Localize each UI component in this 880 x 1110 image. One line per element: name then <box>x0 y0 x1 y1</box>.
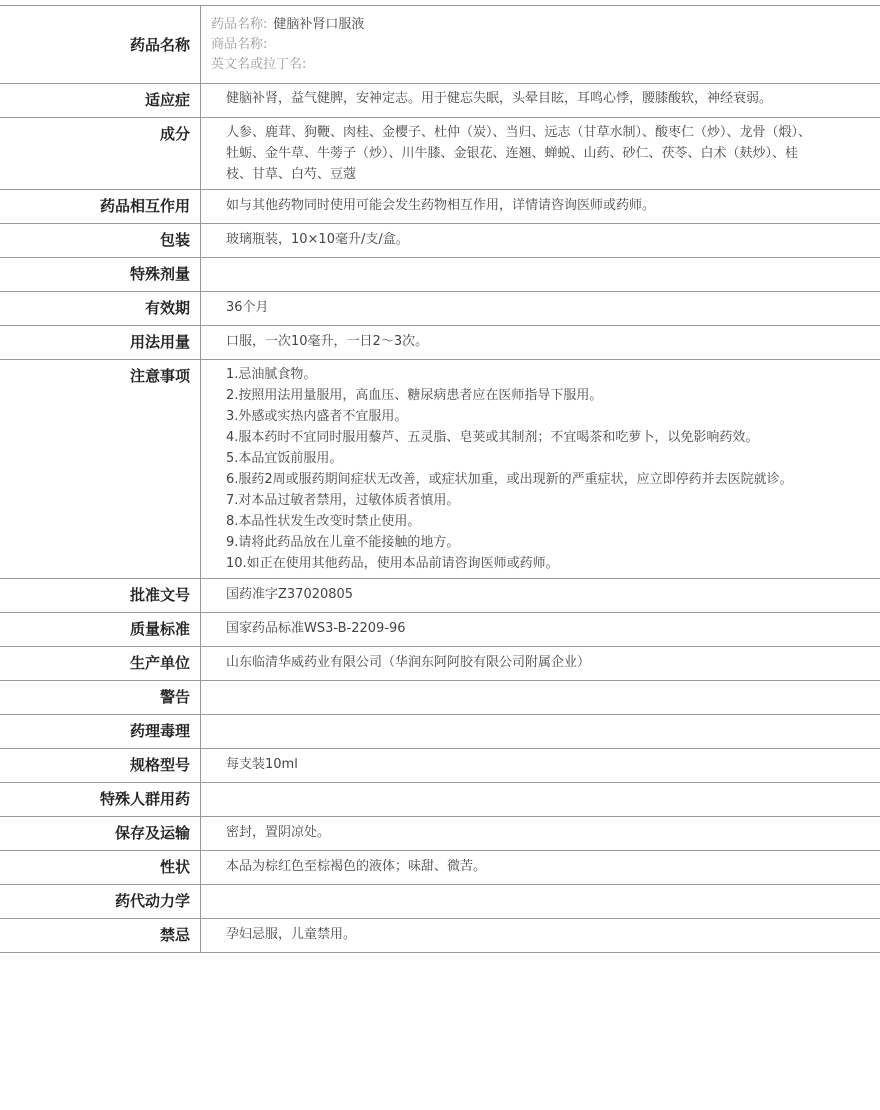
precaution-item: 6.服药2周或服药期间症状无改善，或症状加重，或出现新的严重症状，应立即停药并去医院就诊。 <box>226 472 793 487</box>
row-label: 生产单位 <box>0 647 201 681</box>
row-label: 适应症 <box>0 84 201 118</box>
row-storage <box>0 817 880 851</box>
properties-value: 本品为棕红色至棕褐色的液体；味甜、微苦。 <box>201 851 880 885</box>
row-label: 药代动力学 <box>0 885 201 919</box>
package-value: 玻璃瓶装，10×10毫升/支/盒。 <box>201 224 880 258</box>
precaution-item: 9.请将此药品放在儿童不能接触的地方。 <box>226 535 460 550</box>
row-properties <box>0 851 880 885</box>
row-label: 特殊人群用药 <box>0 783 201 817</box>
row-ingredients <box>0 118 880 190</box>
validity-value: 36个月 <box>201 292 880 326</box>
name-block <box>201 6 880 84</box>
warning-value <box>201 681 880 715</box>
row-warning <box>0 681 880 715</box>
standard-value: 国家药品标准WS3-B-2209-96 <box>201 613 880 647</box>
row-label: 成分 <box>0 118 201 190</box>
row-label: 包装 <box>0 224 201 258</box>
interaction-value: 如与其他药物同时使用可能会发生药物相互作用，详情请咨询医师或药师。 <box>201 190 880 224</box>
row-pharmacokinetics <box>0 885 880 919</box>
row-label: 注意事项 <box>0 360 201 579</box>
row-package <box>0 224 880 258</box>
precaution-item: 10.如正在使用其他药品，使用本品前请咨询医师或药师。 <box>226 556 559 571</box>
row-usage <box>0 326 880 360</box>
approval-value: 国药准字Z37020805 <box>201 579 880 613</box>
row-label: 性状 <box>0 851 201 885</box>
row-label: 警告 <box>0 681 201 715</box>
precaution-item: 5.本品宜饭前服用。 <box>226 451 343 466</box>
row-label: 保存及运输 <box>0 817 201 851</box>
row-special-dose <box>0 258 880 292</box>
generic-name-key: 药品名称: <box>211 17 268 32</box>
row-label: 特殊剂量 <box>0 258 201 292</box>
row-precautions <box>0 360 880 579</box>
special-dose-value <box>201 258 880 292</box>
english-name-key: 英文名或拉丁名: <box>211 57 307 72</box>
contraindications-value: 孕妇忌服，儿童禁用。 <box>201 919 880 953</box>
english-name-line <box>211 55 860 75</box>
precaution-item: 2.按照用法用量服用，高血压、糖尿病患者应在医师指导下服用。 <box>226 388 603 403</box>
row-interaction <box>0 190 880 224</box>
row-label: 药品名称 <box>0 6 201 84</box>
ingredients-value: 人参、鹿茸、狗鞭、肉桂、金樱子、杜仲（炭）、当归、远志（甘草水制）、酸枣仁（炒）、龙骨（煅）、牡蛎、金牛草、牛蒡子（炒）、川牛膝、金银花、连翘、蝉蜕、山药、砂仁、茯苓、白术（麸炒）、桂枝、甘草、白芍、豆蔻 <box>201 118 880 190</box>
row-label: 规格型号 <box>0 749 201 783</box>
generic-name-value: 健脑补肾口服液 <box>273 17 365 32</box>
row-label: 质量标准 <box>0 613 201 647</box>
precaution-item: 7.对本品过敏者禁用，过敏体质者慎用。 <box>226 493 460 508</box>
special-population-value <box>201 783 880 817</box>
row-contraindications <box>0 919 880 953</box>
row-special-population <box>0 783 880 817</box>
precautions-list <box>201 360 880 579</box>
row-specification <box>0 749 880 783</box>
row-indication <box>0 84 880 118</box>
precaution-item: 3.外感或实热内盛者不宜服用。 <box>226 409 408 424</box>
indication-value: 健脑补肾，益气健脾，安神定志。用于健忘失眠，头晕目眩，耳鸣心悸，腰膝酸软，神经衰弱。 <box>201 84 880 118</box>
row-drug-names <box>0 6 880 84</box>
row-label: 有效期 <box>0 292 201 326</box>
generic-name-line <box>211 15 860 35</box>
row-label: 批准文号 <box>0 579 201 613</box>
precaution-item: 8.本品性状发生改变时禁止使用。 <box>226 514 421 529</box>
pharmacology-value <box>201 715 880 749</box>
row-label: 药品相互作用 <box>0 190 201 224</box>
drug-spec-table <box>0 5 880 953</box>
manufacturer-value: 山东临清华威药业有限公司（华润东阿阿胶有限公司附属企业） <box>201 647 880 681</box>
trade-name-key: 商品名称: <box>211 37 268 52</box>
row-label: 禁忌 <box>0 919 201 953</box>
pharmacokinetics-value <box>201 885 880 919</box>
row-approval <box>0 579 880 613</box>
trade-name-line <box>211 35 860 55</box>
specification-value: 每支装10ml <box>201 749 880 783</box>
row-validity <box>0 292 880 326</box>
usage-value: 口服，一次10毫升，一日2～3次。 <box>201 326 880 360</box>
row-pharmacology <box>0 715 880 749</box>
row-label: 药理毒理 <box>0 715 201 749</box>
row-label: 用法用量 <box>0 326 201 360</box>
storage-value: 密封，置阴凉处。 <box>201 817 880 851</box>
precaution-item: 1.忌油腻食物。 <box>226 367 317 382</box>
row-standard <box>0 613 880 647</box>
row-manufacturer <box>0 647 880 681</box>
precaution-item: 4.服本药时不宜同时服用藜芦、五灵脂、皂荚或其制剂；不宜喝茶和吃萝卜，以免影响药效。 <box>226 430 759 445</box>
